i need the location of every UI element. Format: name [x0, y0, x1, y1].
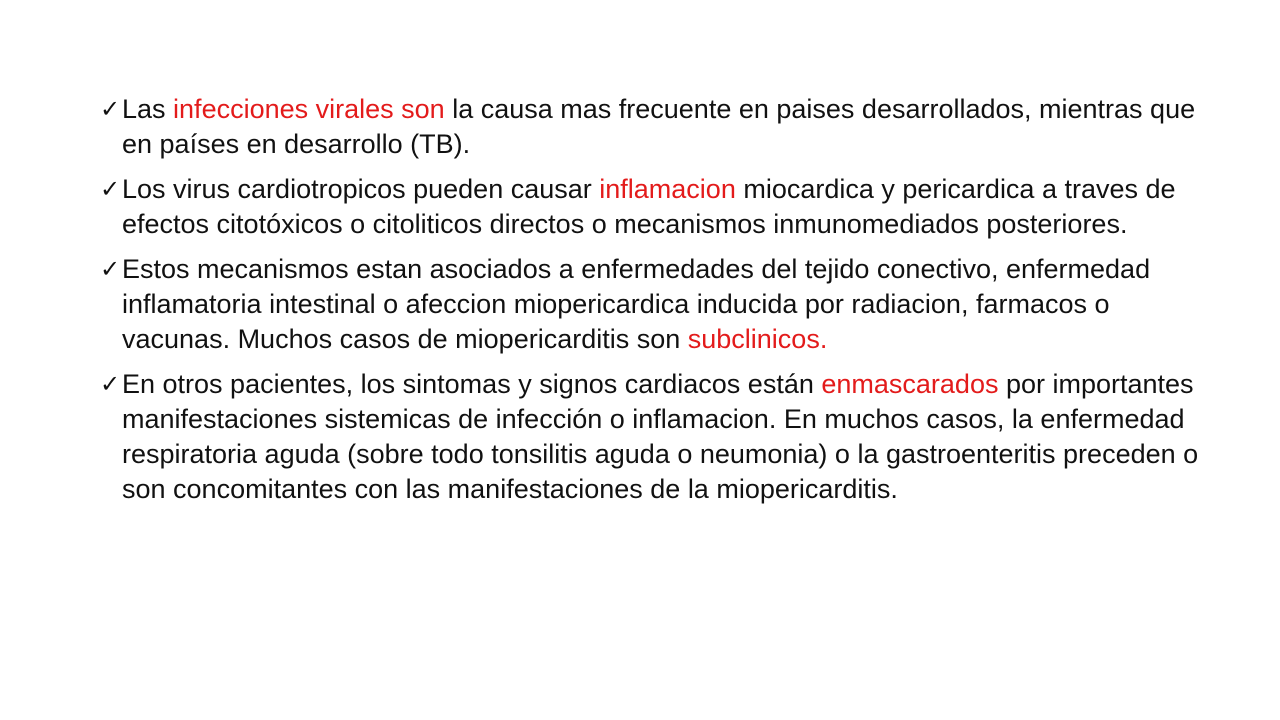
check-icon: ✓ [100, 176, 121, 203]
check-icon: ✓ [100, 256, 121, 283]
bullet-text: En otros pacientes, los sintomas y signos cardiacos están enmascarados por importantes manifestaciones sistemicas de infección o inflamacion. En muchos casos, la enfermedad respiratoria aguda (sobre todo tonsilitis aguda o neumonia) o la gastroenteritis preceden o son concomitantes con las manifestaciones de la miopericarditis. [122, 369, 1199, 504]
bullet-item-4 [100, 367, 1210, 507]
highlighted-text: enmascarados [821, 369, 999, 399]
bullet-text: Los virus cardiotropicos pueden causar inflamacion miocardica y pericardica a traves de efectos citotóxicos o citoliticos directos o mecanismos inmunomediados posteriores. [122, 174, 1176, 239]
bullet-text: Las infecciones virales son la causa mas frecuente en paises desarrollados, mientras que en países en desarrollo (TB). [122, 94, 1196, 159]
bullet-item-3 [100, 252, 1210, 357]
bullet-list [100, 92, 1210, 517]
highlighted-text: inflamacion [599, 174, 736, 204]
highlighted-text: infecciones virales son [173, 94, 445, 124]
check-icon: ✓ [100, 96, 121, 123]
highlighted-text: subclinicos. [687, 324, 828, 354]
bullet-item-1 [100, 92, 1210, 162]
bullet-text: Estos mecanismos estan asociados a enfermedades del tejido conectivo, enfermedad inflamatoria intestinal o afeccion miopericardica inducida por radiacion, farmacos o vacunas. Muchos casos de miopericarditis son subclinicos. [122, 254, 1151, 354]
bullet-item-2 [100, 172, 1210, 242]
check-icon: ✓ [100, 371, 121, 398]
